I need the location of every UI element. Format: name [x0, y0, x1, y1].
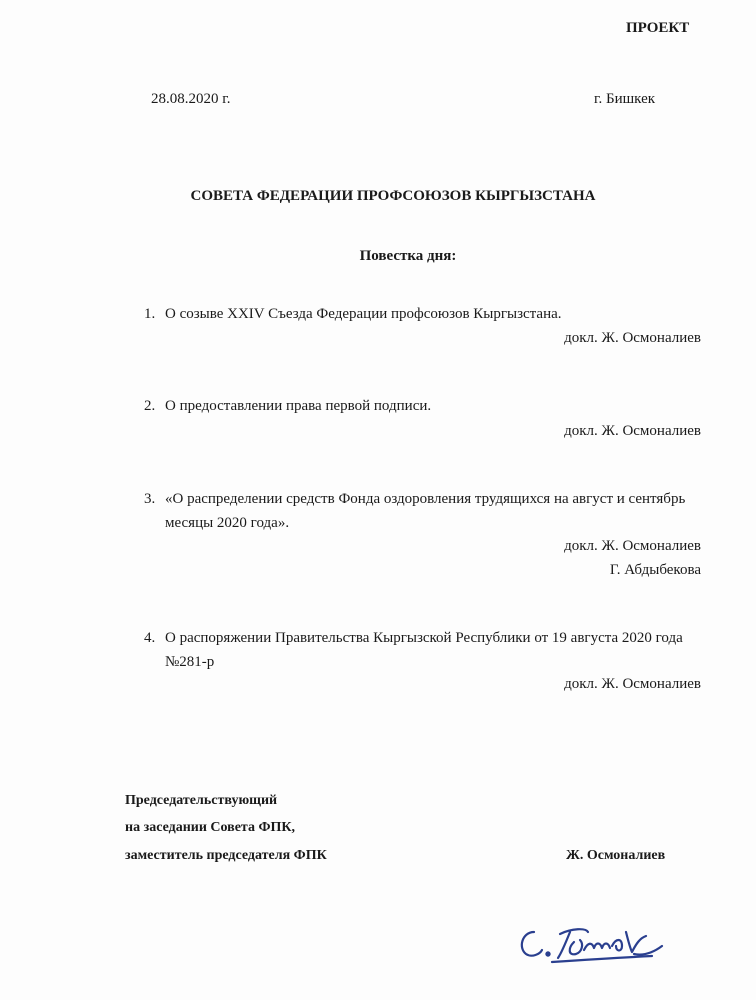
agenda-item-text: О созыве XXIV Съезда Федерации профсоюзов Кыргызстана. — [165, 306, 562, 322]
agenda-item-speaker: Г. Абдыбекова — [609, 562, 701, 578]
chair-title-line3: заместитель председателя ФПК — [125, 848, 327, 863]
chair-title-line2: на заседании Совета ФПК, — [125, 820, 296, 835]
agenda-item-speaker: докл. Ж. Осмоналиев — [564, 423, 701, 439]
agenda-item-speaker: докл. Ж. Осмоналиев — [564, 330, 701, 346]
chair-name: Ж. Осмоналиев — [566, 848, 666, 863]
signature-image — [512, 912, 672, 968]
agenda-item-speaker: докл. Ж. Осмоналиев — [564, 676, 701, 692]
document-title: СОВЕТА ФЕДЕРАЦИИ ПРОФСОЮЗОВ КЫРГЫЗСТАНА — [190, 188, 596, 204]
agenda-item-number: 3. — [144, 491, 156, 507]
agenda-item-text: О распоряжении Правительства Кыргызской Республики от 19 августа 2020 года №281-р — [165, 630, 683, 670]
agenda-item-speaker: докл. Ж. Осмоналиев — [564, 538, 701, 554]
agenda-item-number: 4. — [144, 630, 156, 646]
document-date: 28.08.2020 г. — [151, 91, 231, 107]
agenda-item-text: О предоставлении права первой подписи. — [165, 398, 432, 414]
agenda-heading: Повестка дня: — [359, 248, 457, 264]
agenda-item-number: 1. — [144, 306, 156, 322]
chair-title-line1: Председательствующий — [125, 793, 278, 808]
draft-stamp: ПРОЕКТ — [626, 20, 690, 36]
agenda-item-number: 2. — [144, 398, 156, 414]
agenda-item-text: «О распределении средств Фонда оздоровления трудящихся на август и сентябрь месяцы 2020 года». — [165, 491, 686, 531]
document-city: г. Бишкек — [594, 91, 656, 107]
